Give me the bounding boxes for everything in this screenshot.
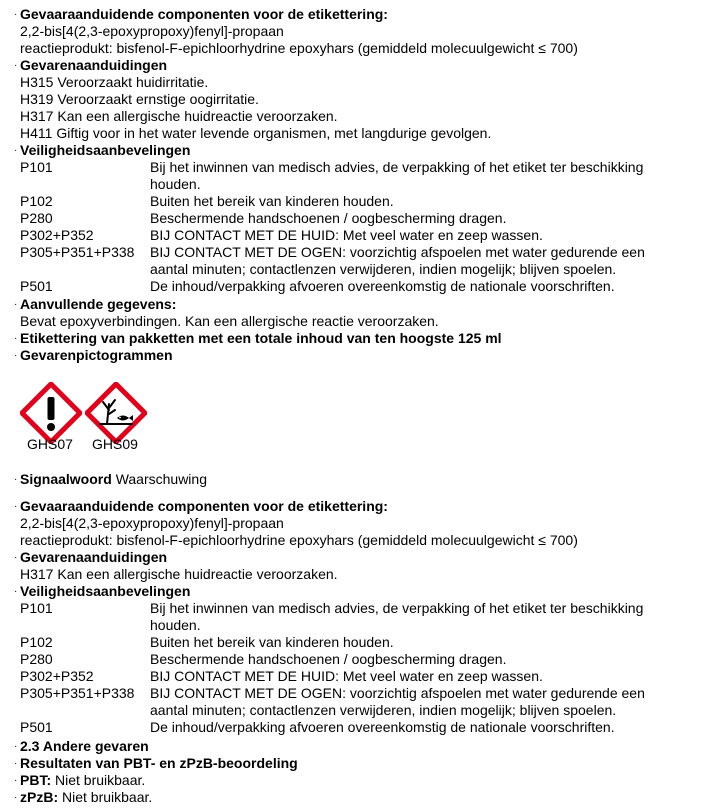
- ghs07-exclamation-icon: [20, 382, 82, 444]
- precaution-code: P280: [20, 210, 53, 226]
- bullet: ·: [14, 60, 18, 71]
- bullet: ·: [14, 758, 18, 769]
- component-line: 2,2-bis[4(2,3-epoxypropoxy)fenyl]-propaan: [20, 515, 284, 531]
- pbt-value: Niet bruikbaar.: [55, 772, 146, 788]
- bullet: ·: [14, 501, 18, 512]
- other-hazards-heading: 2.3 Andere gevaren: [20, 738, 149, 754]
- precaution-text: Buiten het bereik van kinderen houden.: [150, 193, 394, 209]
- bullet: ·: [14, 792, 18, 803]
- bullet: ·: [14, 775, 18, 786]
- component-line: reactieprodukt: bisfenol-F-epichloorhydrine epoxyhars (gemiddeld molecuulgewicht ≤ 700): [20, 532, 578, 548]
- precaution-text: aantal minuten; contactlenzen verwijderen, indien mogelijk; blijven spoelen.: [150, 702, 617, 718]
- precaution-code: P102: [20, 193, 53, 209]
- zpzb-result: [20, 789, 152, 806]
- precaution-code: P501: [20, 278, 53, 294]
- precaution-text: aantal minuten; contactlenzen verwijderen, indien mogelijk; blijven spoelen.: [150, 261, 617, 277]
- precaution-code: P101: [20, 159, 53, 175]
- precaution-text: BIJ CONTACT MET DE HUID: Met veel water en zeep wassen.: [150, 227, 543, 243]
- precaution-text: houden.: [150, 617, 201, 633]
- component-line: reactieprodukt: bisfenol-F-epichloorhydrine epoxyhars (gemiddeld molecuulgewicht ≤ 700): [20, 40, 578, 56]
- precaution-text: Beschermende handschoenen / oogbescherming dragen.: [150, 651, 507, 667]
- precaution-text: BIJ CONTACT MET DE OGEN: voorzichtig afspoelen met water gedurende een: [150, 244, 645, 260]
- components-heading: Gevaaraanduidende componenten voor de etikettering:: [20, 6, 388, 22]
- hazard-statement: H317 Kan een allergische huidreactie veroorzaken.: [20, 566, 338, 582]
- precaution-text: BIJ CONTACT MET DE OGEN: voorzichtig afspoelen met water gedurende een: [150, 685, 645, 701]
- ghs09-environment-icon: [85, 382, 147, 444]
- pictogram-label: GHS09: [92, 436, 138, 452]
- zpzb-label: zPzB:: [20, 789, 59, 805]
- bullet: ·: [14, 586, 18, 597]
- precaution-text: De inhoud/verpakking afvoeren overeenkomstig de nationale voorschriften.: [150, 278, 615, 294]
- precaution-text: houden.: [150, 176, 201, 192]
- precaution-code: P102: [20, 634, 53, 650]
- precaution-code: P305+P351+P338: [20, 244, 135, 260]
- pbt-heading: Resultaten van PBT- en zPzB-beoordeling: [20, 755, 298, 771]
- precaution-heading: Veiligheidsaanbevelingen: [20, 583, 191, 599]
- precaution-code: P305+P351+P338: [20, 685, 135, 701]
- bullet: ·: [14, 474, 18, 485]
- precaution-text: Bij het inwinnen van medisch advies, de verpakking of het etiket ter beschikking: [150, 600, 644, 616]
- hazard-statement: H315 Veroorzaakt huidirritatie.: [20, 74, 209, 90]
- precaution-code: P302+P352: [20, 668, 94, 684]
- precaution-text: Beschermende handschoenen / oogbescherming dragen.: [150, 210, 507, 226]
- precaution-text: Buiten het bereik van kinderen houden.: [150, 634, 394, 650]
- hazard-heading: Gevarenaanduidingen: [20, 57, 168, 73]
- bullet: ·: [14, 350, 18, 361]
- precaution-code: P101: [20, 600, 53, 616]
- precaution-code: P302+P352: [20, 227, 94, 243]
- pbt-label: PBT:: [20, 772, 52, 788]
- precaution-text: BIJ CONTACT MET DE HUID: Met veel water en zeep wassen.: [150, 668, 543, 684]
- additional-text: Bevat epoxyverbindingen. Kan een allergische reactie veroorzaken.: [20, 313, 439, 329]
- hazard-heading: Gevarenaanduidingen: [20, 549, 168, 565]
- precaution-text: Bij het inwinnen van medisch advies, de verpakking of het etiket ter beschikking: [150, 159, 644, 175]
- hazard-statement: H317 Kan een allergische huidreactie veroorzaken.: [20, 108, 338, 124]
- bullet: ·: [14, 333, 18, 344]
- pictogram-label: GHS07: [27, 436, 73, 452]
- pictograms-heading: Gevarenpictogrammen: [20, 347, 173, 363]
- signal-word: [20, 471, 207, 488]
- zpzb-value: Niet bruikbaar.: [62, 789, 153, 805]
- precaution-heading: Veiligheidsaanbevelingen: [20, 142, 191, 158]
- components-heading: Gevaaraanduidende componenten voor de etikettering:: [20, 498, 388, 514]
- hazard-statement: H319 Veroorzaakt ernstige oogirritatie.: [20, 91, 259, 107]
- component-line: 2,2-bis[4(2,3-epoxypropoxy)fenyl]-propaan: [20, 23, 284, 39]
- additional-heading: Aanvullende gegevens:: [20, 296, 177, 312]
- precaution-text: De inhoud/verpakking afvoeren overeenkomstig de nationale voorschriften.: [150, 719, 615, 735]
- signal-value: Waarschuwing: [115, 471, 207, 487]
- precaution-code: P501: [20, 719, 53, 735]
- packaging-heading: Etikettering van pakketten met een totale inhoud van ten hoogste 125 ml: [20, 330, 502, 346]
- bullet: ·: [14, 552, 18, 563]
- bullet: ·: [14, 741, 18, 752]
- pbt-result: [20, 772, 145, 789]
- bullet: ·: [14, 299, 18, 310]
- bullet: ·: [14, 145, 18, 156]
- precaution-code: P280: [20, 651, 53, 667]
- bullet: ·: [14, 9, 18, 20]
- hazard-statement: H411 Giftig voor in het water levende organismen, met langdurige gevolgen.: [20, 125, 492, 141]
- signal-label: Signaalwoord: [20, 471, 112, 487]
